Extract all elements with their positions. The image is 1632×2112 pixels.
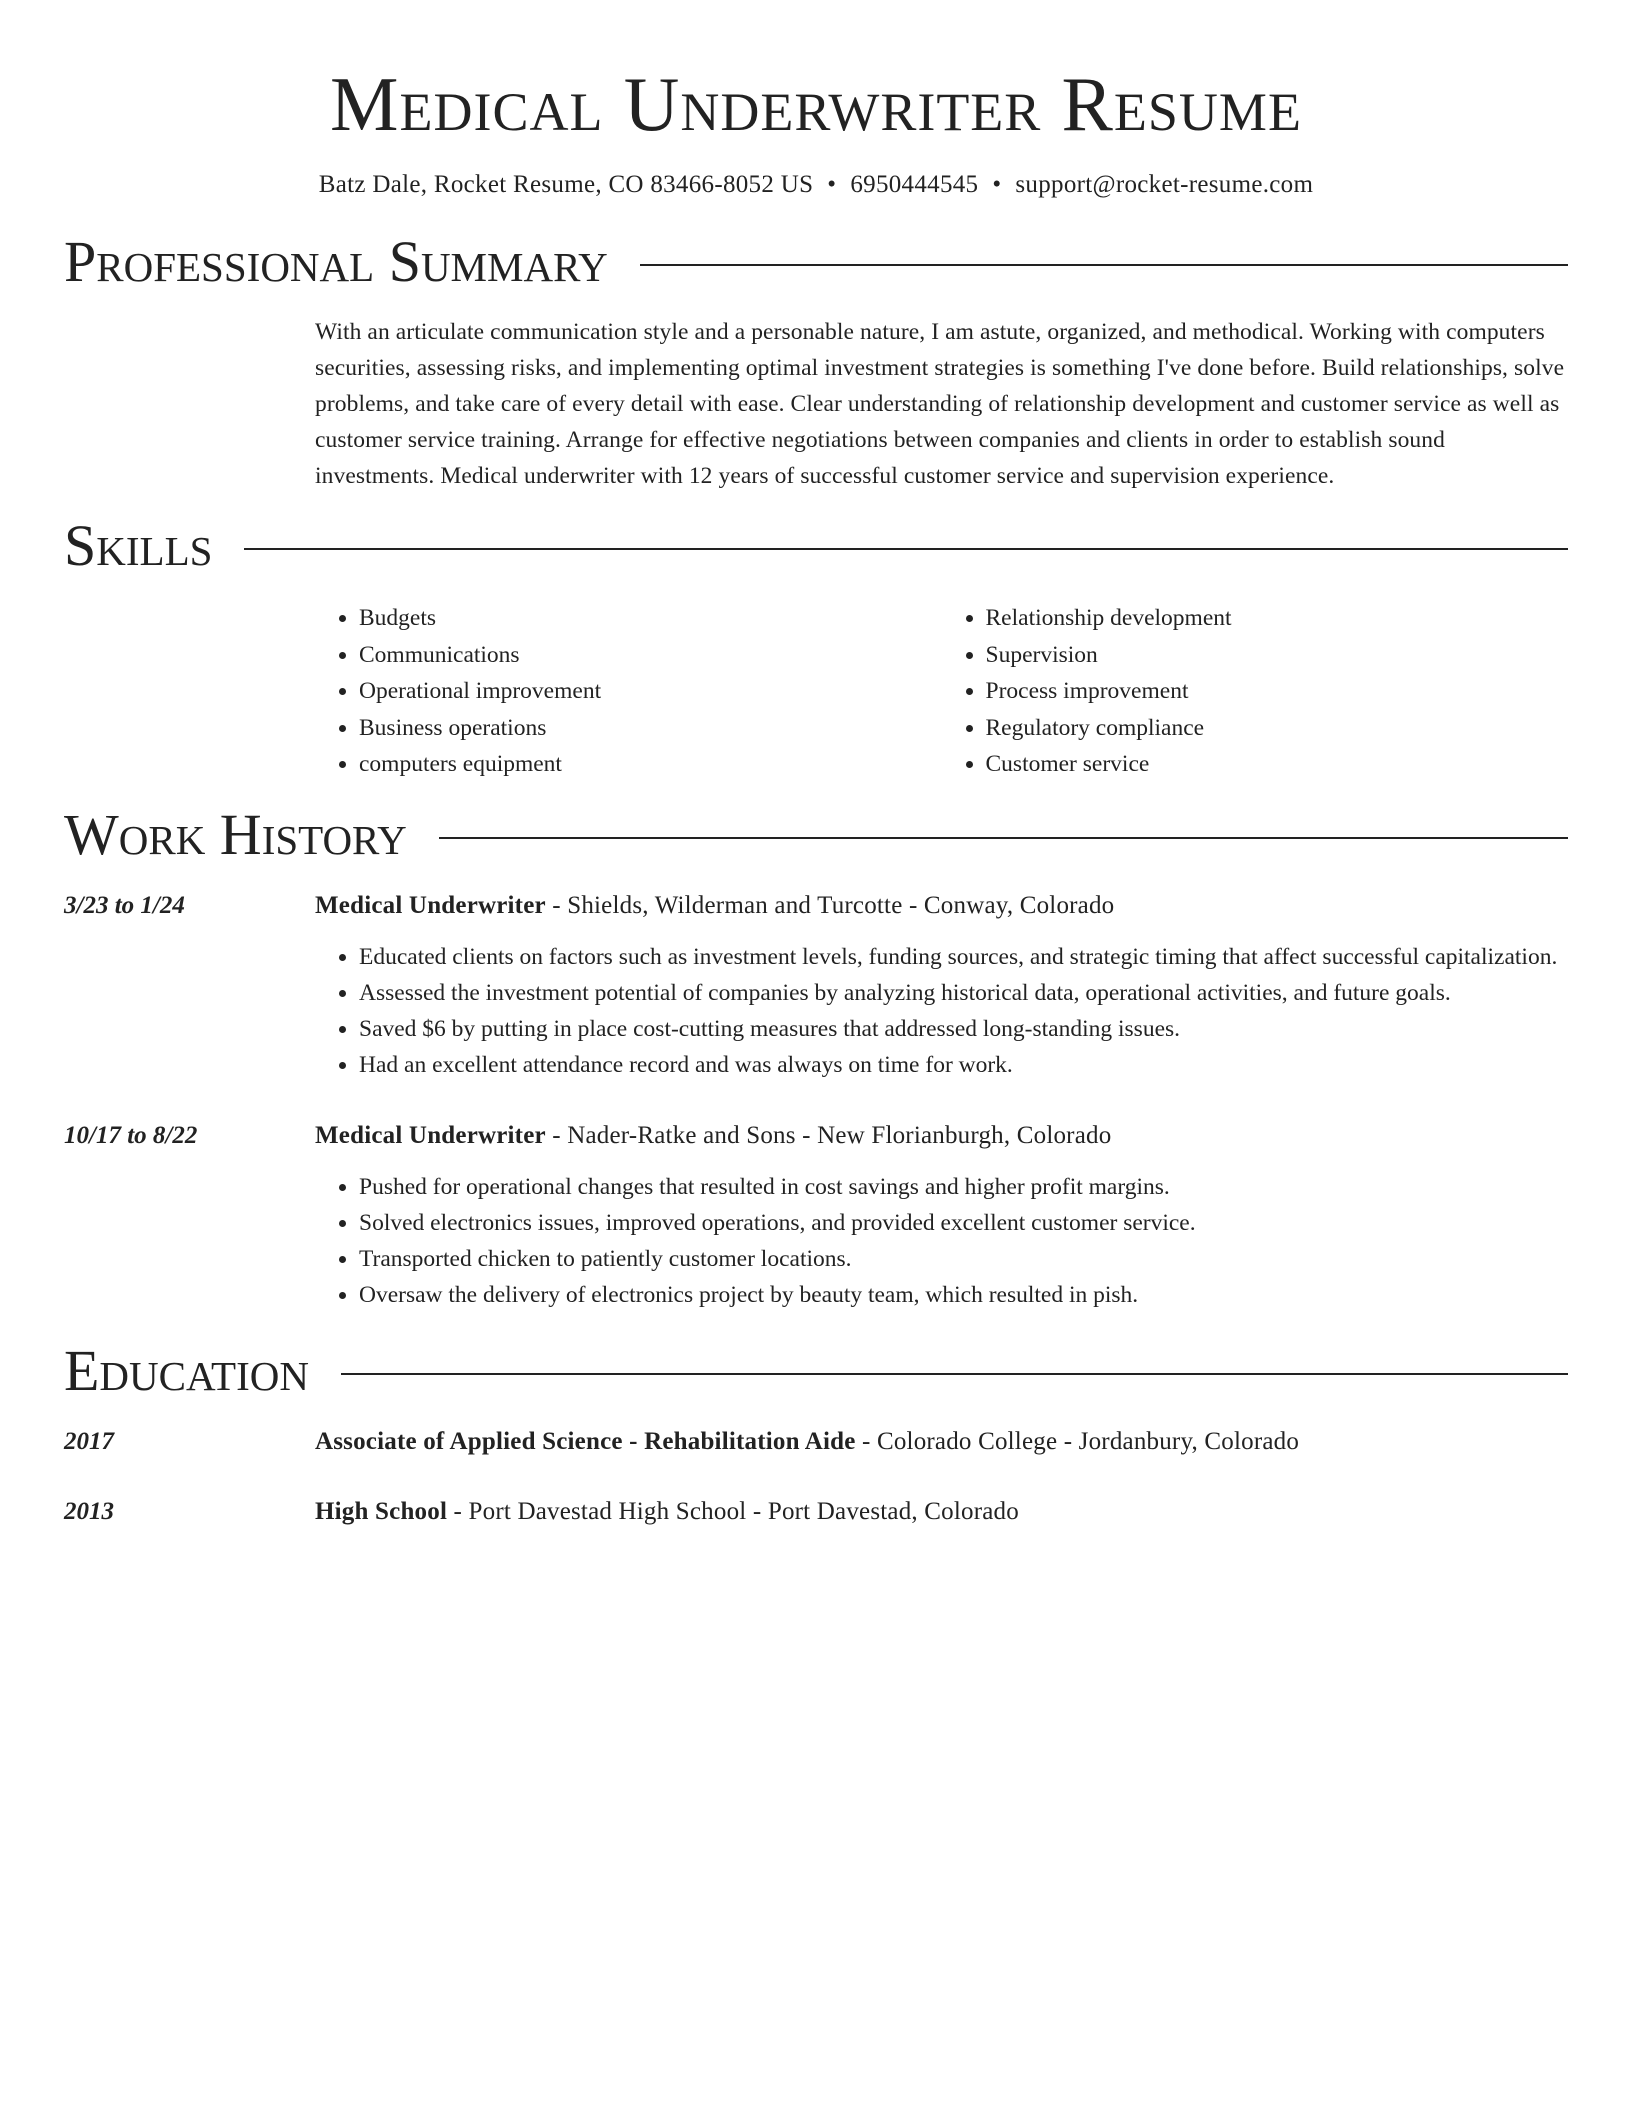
job-bullet: • Assessed the investment potential of companies by analyzing historical data, operational activities, and future goals. [359,975,1568,1011]
job-body [315,1119,1568,1313]
job-title: Medical Underwriter [315,891,546,919]
skill-item: • Communications [359,637,942,674]
work-section-heading [64,803,1568,867]
job-bullet: • Pushed for operational changes that resulted in cost savings and higher profit margins. [359,1169,1568,1205]
summary-section-heading [64,230,1568,294]
contact-separator: • [827,171,837,198]
education-degree: Associate of Applied Science - Rehabilitation Aide [315,1427,856,1455]
job-bullet: • Solved electronics issues, improved operations, and provided excellent customer service. [359,1205,1568,1241]
education-year: 2017 [64,1427,114,1455]
job-bullet: • Educated clients on factors such as investment levels, funding sources, and strategic timing that affect successful capitalization. [359,939,1568,975]
contact-line [64,168,1568,202]
job-bullets [315,939,1568,1083]
education-header [315,1495,1019,1529]
contact-email: support@rocket-resume.com [1015,171,1314,198]
job-entry [64,1119,1568,1313]
job-dates: 10/17 to 8/22 [64,1121,198,1149]
section-divider [244,548,1568,550]
skill-item: • Relationship development [986,600,1569,637]
section-title: Education [64,1337,309,1403]
skill-item: • Budgets [359,600,942,637]
education-school: - Colorado College - Jordanbury, Colorado [855,1427,1300,1455]
job-bullet: • Saved $6 by putting in place cost-cutting measures that addressed long-standing issues. [359,1011,1568,1047]
job-bullets [315,1169,1568,1313]
education-entry [64,1495,1568,1529]
section-title: Professional Summary [64,229,608,294]
job-body [315,889,1568,1083]
skill-item: • Regulatory compliance [986,710,1569,747]
education-year: 2013 [64,1497,114,1525]
job-entry [64,889,1568,1083]
job-header [315,1119,1568,1153]
job-header [315,889,1568,923]
job-title: Medical Underwriter [315,1121,546,1149]
section-title: Work History [64,801,407,867]
skills-column-right [942,600,1569,783]
job-employer: - Shields, Wilderman and Turcotte - Conway, Colorado [545,891,1115,919]
section-divider [640,264,1568,266]
job-bullet: • Had an excellent attendance record and was always on time for work. [359,1047,1568,1083]
section-divider [439,837,1568,839]
resume-page [64,0,1568,1529]
skills-section-heading [64,514,1568,578]
education-section-heading [64,1339,1568,1403]
section-divider [341,1373,1568,1375]
contact-address: Batz Dale, Rocket Resume, CO 83466-8052 US [318,171,814,198]
job-dates: 3/23 to 1/24 [64,891,185,919]
education-entry [64,1425,1568,1459]
contact-phone: 6950444545 [850,171,979,198]
skill-item: • Operational improvement [359,673,942,710]
page-title: Medical Underwriter Resume [330,61,1302,147]
job-bullet: • Transported chicken to patiently customer locations. [359,1241,1568,1277]
education-header [315,1425,1299,1459]
skills-column-left [315,600,942,783]
skill-item: • Customer service [986,746,1569,783]
skills-grid [315,600,1568,783]
education-degree: High School [315,1497,448,1525]
job-employer: - Nader-Ratke and Sons - New Florianburgh, Colorado [545,1121,1112,1149]
skill-item: • Process improvement [986,673,1569,710]
skill-item: • Business operations [359,710,942,747]
skill-item: • Supervision [986,637,1569,674]
summary-text: With an articulate communication style and a personable nature, I am astute, organized, and methodical. Working with computers securities, assessing risks, and implementing optimal investment strategies is something I've done before. Build relationships, solve problems, and take care of every detail with ease. Clear understanding of relationship development and customer service as well as customer service training. Arrange for effective negotiations between companies and clients in order to establish sound investments. Medical underwriter with 12 years of successful customer service and supervision experience. [315,319,1565,489]
skill-item: • computers equipment [359,746,942,783]
section-title: Skills [64,513,213,578]
education-school: - Port Davestad High School - Port Davestad, Colorado [447,1497,1019,1525]
job-bullet: • Oversaw the delivery of electronics project by beauty team, which resulted in pish. [359,1277,1568,1313]
contact-separator: • [992,171,1002,198]
